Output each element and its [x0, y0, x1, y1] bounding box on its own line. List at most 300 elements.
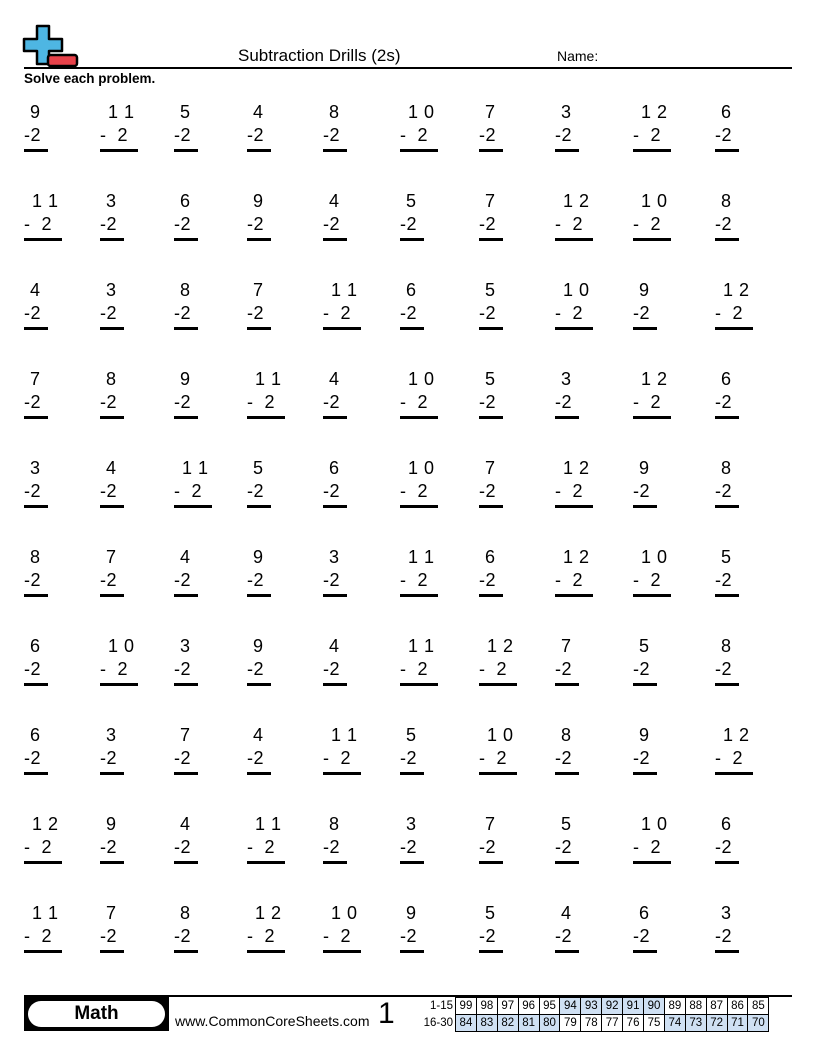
minuend: 3 — [106, 280, 117, 300]
subtrahend: -2 — [715, 481, 733, 501]
answer-line — [400, 594, 438, 597]
answer-line — [323, 416, 347, 419]
answer-line — [100, 149, 138, 152]
answer-line — [247, 505, 271, 508]
subtrahend: -2 — [323, 214, 341, 234]
answer-line — [323, 149, 347, 152]
answer-line — [100, 772, 124, 775]
minuend: 8 — [561, 725, 572, 745]
subtrahend: -2 — [100, 926, 118, 946]
minuend: 9 — [639, 725, 650, 745]
subtrahend: -2 — [100, 837, 118, 857]
answer-line — [100, 594, 124, 597]
answer-line — [174, 505, 212, 508]
answer-line — [247, 772, 271, 775]
score-cell: 79 — [560, 1015, 581, 1032]
minuend: 1 1 — [108, 102, 135, 122]
answer-line — [400, 505, 438, 508]
minuend: 1 1 — [32, 903, 59, 923]
score-cell: 95 — [539, 998, 560, 1015]
subtrahend: -2 — [247, 125, 265, 145]
subtrahend: -2 — [174, 748, 192, 768]
subtrahend: -2 — [715, 570, 733, 590]
subtrahend: -2 — [247, 303, 265, 323]
worksheet-title: Subtraction Drills (2s) — [238, 46, 401, 65]
score-cell: 88 — [685, 998, 706, 1015]
subtrahend: -2 — [24, 392, 42, 412]
minuend: 9 — [639, 458, 650, 478]
subtrahend: -2 — [400, 926, 418, 946]
minuend: 1 2 — [723, 725, 750, 745]
minuend: 4 — [253, 102, 264, 122]
minuend: 6 — [639, 903, 650, 923]
minuend: 3 — [561, 369, 572, 389]
subtrahend: -2 — [715, 125, 733, 145]
subtrahend: - 2 — [400, 481, 429, 501]
minuend: 3 — [406, 814, 417, 834]
answer-line — [100, 416, 124, 419]
answer-line — [24, 683, 48, 686]
score-row-label: 16-30 — [423, 1017, 453, 1029]
answer-line — [24, 238, 62, 241]
answer-line — [715, 861, 739, 864]
subtrahend: - 2 — [247, 392, 276, 412]
minuend: 1 1 — [331, 725, 358, 745]
name-label: Name: — [557, 48, 599, 64]
minuend: 1 0 — [408, 102, 435, 122]
subtrahend: -2 — [323, 659, 341, 679]
score-cell: 72 — [706, 1015, 727, 1032]
minuend: 3 — [721, 903, 732, 923]
answer-line — [555, 861, 579, 864]
subtrahend: - 2 — [323, 926, 352, 946]
score-cell: 76 — [623, 1015, 644, 1032]
minuend: 7 — [561, 636, 572, 656]
score-table — [416, 997, 769, 1032]
answer-line — [174, 861, 198, 864]
answer-line — [479, 950, 503, 953]
minuend: 5 — [485, 903, 496, 923]
minuend: 1 2 — [641, 102, 668, 122]
minuend: 4 — [561, 903, 572, 923]
score-cell: 98 — [476, 998, 497, 1015]
plus-minus-logo-icon — [22, 24, 80, 68]
answer-line — [323, 327, 361, 330]
subtrahend: -2 — [555, 125, 573, 145]
subtrahend: - 2 — [555, 303, 584, 323]
subtrahend: -2 — [247, 570, 265, 590]
answer-line — [715, 950, 739, 953]
answer-line — [479, 416, 503, 419]
subtrahend: - 2 — [633, 392, 662, 412]
minuend: 1 2 — [723, 280, 750, 300]
website-label: www.CommonCoreSheets.com — [175, 1013, 370, 1029]
minuend: 1 0 — [408, 458, 435, 478]
answer-line — [633, 327, 657, 330]
answer-line — [479, 149, 503, 152]
minuend: 5 — [639, 636, 650, 656]
minuend: 1 1 — [408, 636, 435, 656]
minuend: 1 2 — [487, 636, 514, 656]
subtrahend: -2 — [247, 481, 265, 501]
subtrahend: - 2 — [400, 659, 429, 679]
minuend: 1 2 — [32, 814, 59, 834]
score-cell: 74 — [664, 1015, 685, 1032]
score-cell: 89 — [664, 998, 685, 1015]
answer-line — [24, 505, 48, 508]
answer-line — [555, 416, 579, 419]
minuend: 7 — [485, 191, 496, 211]
subtrahend: -2 — [555, 659, 573, 679]
answer-line — [479, 327, 503, 330]
answer-line — [715, 327, 753, 330]
subtrahend: - 2 — [400, 570, 429, 590]
instructions: Solve each problem. — [24, 71, 156, 86]
answer-line — [100, 238, 124, 241]
subtrahend: -2 — [633, 303, 651, 323]
score-cell: 86 — [727, 998, 748, 1015]
score-cell: 87 — [706, 998, 727, 1015]
subtrahend: -2 — [555, 392, 573, 412]
subtrahend: -2 — [479, 481, 497, 501]
minuend: 4 — [30, 280, 41, 300]
minuend: 7 — [485, 458, 496, 478]
subtrahend: -2 — [174, 659, 192, 679]
answer-line — [174, 950, 198, 953]
answer-line — [174, 149, 198, 152]
minuend: 4 — [180, 547, 191, 567]
answer-line — [715, 683, 739, 686]
answer-line — [633, 950, 657, 953]
subtrahend: -2 — [24, 748, 42, 768]
answer-line — [479, 238, 503, 241]
score-cell: 77 — [602, 1015, 623, 1032]
subtrahend: -2 — [24, 570, 42, 590]
subtrahend: -2 — [715, 392, 733, 412]
answer-line — [323, 861, 347, 864]
minuend: 9 — [253, 547, 264, 567]
score-cell: 94 — [560, 998, 581, 1015]
answer-line — [400, 861, 424, 864]
minuend: 1 2 — [255, 903, 282, 923]
subject-label: Math — [28, 1001, 165, 1027]
answer-line — [479, 594, 503, 597]
subtrahend: -2 — [479, 837, 497, 857]
answer-line — [24, 950, 62, 953]
subtrahend: -2 — [24, 125, 42, 145]
subtrahend: - 2 — [715, 748, 744, 768]
minuend: 5 — [561, 814, 572, 834]
answer-line — [323, 950, 361, 953]
subtrahend: -2 — [715, 837, 733, 857]
subtrahend: -2 — [479, 303, 497, 323]
subtrahend: -2 — [633, 926, 651, 946]
minuend: 9 — [30, 102, 41, 122]
subtrahend: - 2 — [247, 926, 276, 946]
score-cell: 96 — [518, 998, 539, 1015]
answer-line — [24, 149, 48, 152]
score-row-label: 1-15 — [429, 1000, 453, 1012]
minuend: 8 — [721, 458, 732, 478]
minuend: 7 — [30, 369, 41, 389]
minuend: 7 — [180, 725, 191, 745]
minuend: 6 — [180, 191, 191, 211]
subtrahend: -2 — [174, 570, 192, 590]
subtrahend: -2 — [100, 748, 118, 768]
minuend: 6 — [30, 636, 41, 656]
answer-line — [100, 950, 124, 953]
subtrahend: - 2 — [323, 748, 352, 768]
minuend: 8 — [30, 547, 41, 567]
minuend: 8 — [721, 636, 732, 656]
subtrahend: -2 — [633, 481, 651, 501]
answer-line — [633, 149, 671, 152]
answer-line — [479, 505, 503, 508]
subtrahend: -2 — [715, 659, 733, 679]
minuend: 3 — [30, 458, 41, 478]
subtrahend: -2 — [633, 748, 651, 768]
subtrahend: -2 — [174, 837, 192, 857]
answer-line — [247, 594, 271, 597]
header-divider — [24, 67, 792, 69]
answer-line — [323, 505, 347, 508]
subtrahend: - 2 — [24, 214, 53, 234]
subtrahend: -2 — [24, 481, 42, 501]
minuend: 7 — [485, 102, 496, 122]
score-cell: 78 — [581, 1015, 602, 1032]
answer-line — [174, 594, 198, 597]
subtrahend: -2 — [400, 837, 418, 857]
minuend: 6 — [406, 280, 417, 300]
minuend: 1 1 — [182, 458, 209, 478]
minuend: 7 — [106, 903, 117, 923]
minuend: 3 — [180, 636, 191, 656]
answer-line — [633, 416, 671, 419]
score-cell: 73 — [685, 1015, 706, 1032]
minuend: 3 — [106, 191, 117, 211]
minuend: 5 — [406, 725, 417, 745]
answer-line — [555, 149, 579, 152]
minuend: 4 — [329, 191, 340, 211]
minuend: 6 — [721, 369, 732, 389]
answer-line — [174, 327, 198, 330]
minuend: 6 — [30, 725, 41, 745]
minuend: 1 1 — [408, 547, 435, 567]
score-cell: 91 — [623, 998, 644, 1015]
minuend: 5 — [406, 191, 417, 211]
subtrahend: -2 — [174, 125, 192, 145]
score-cell: 80 — [539, 1015, 560, 1032]
subtrahend: -2 — [633, 659, 651, 679]
minuend: 5 — [721, 547, 732, 567]
answer-line — [174, 238, 198, 241]
score-cell: 97 — [497, 998, 518, 1015]
subtrahend: -2 — [479, 125, 497, 145]
answer-line — [247, 950, 285, 953]
subtrahend: - 2 — [174, 481, 203, 501]
subtrahend: -2 — [174, 303, 192, 323]
subtrahend: - 2 — [247, 837, 276, 857]
minuend: 8 — [106, 369, 117, 389]
minuend: 9 — [106, 814, 117, 834]
subtrahend: -2 — [247, 659, 265, 679]
answer-line — [715, 594, 739, 597]
minuend: 1 0 — [408, 369, 435, 389]
subtrahend: -2 — [247, 748, 265, 768]
score-cell: 92 — [602, 998, 623, 1015]
subtrahend: - 2 — [400, 125, 429, 145]
minuend: 1 1 — [255, 369, 282, 389]
score-cell: 99 — [456, 998, 477, 1015]
answer-line — [323, 772, 361, 775]
minuend: 9 — [406, 903, 417, 923]
minuend: 1 1 — [331, 280, 358, 300]
subtrahend: - 2 — [100, 659, 129, 679]
minuend: 9 — [639, 280, 650, 300]
minuend: 4 — [329, 636, 340, 656]
score-cell: 84 — [456, 1015, 477, 1032]
subtrahend: -2 — [323, 481, 341, 501]
minuend: 8 — [329, 814, 340, 834]
subtrahend: - 2 — [24, 926, 53, 946]
minuend: 8 — [721, 191, 732, 211]
subtrahend: -2 — [479, 926, 497, 946]
answer-line — [247, 416, 285, 419]
answer-line — [555, 594, 593, 597]
subtrahend: -2 — [555, 837, 573, 857]
subtrahend: -2 — [100, 214, 118, 234]
answer-line — [247, 149, 271, 152]
answer-line — [24, 594, 48, 597]
answer-line — [323, 683, 347, 686]
subtrahend: - 2 — [633, 570, 662, 590]
subtrahend: -2 — [555, 926, 573, 946]
subtrahend: -2 — [400, 748, 418, 768]
answer-line — [479, 861, 503, 864]
minuend: 6 — [721, 814, 732, 834]
minuend: 1 2 — [563, 458, 590, 478]
score-cell: 70 — [748, 1015, 769, 1032]
score-cell: 90 — [644, 998, 665, 1015]
subtrahend: -2 — [174, 926, 192, 946]
minuend: 8 — [180, 903, 191, 923]
answer-line — [400, 950, 424, 953]
answer-line — [633, 594, 671, 597]
minuend: 6 — [329, 458, 340, 478]
minuend: 5 — [485, 280, 496, 300]
answer-line — [715, 149, 739, 152]
answer-line — [715, 416, 739, 419]
minuend: 1 2 — [563, 547, 590, 567]
subtrahend: -2 — [555, 748, 573, 768]
answer-line — [400, 238, 424, 241]
subtrahend: -2 — [323, 570, 341, 590]
answer-line — [633, 772, 657, 775]
answer-line — [100, 861, 124, 864]
minuend: 3 — [561, 102, 572, 122]
score-cell: 85 — [748, 998, 769, 1015]
subtrahend: -2 — [24, 303, 42, 323]
minuend: 7 — [106, 547, 117, 567]
answer-line — [400, 327, 424, 330]
subtrahend: -2 — [323, 125, 341, 145]
answer-line — [323, 238, 347, 241]
score-cell: 81 — [518, 1015, 539, 1032]
minuend: 9 — [253, 191, 264, 211]
subtrahend: - 2 — [555, 214, 584, 234]
subtrahend: -2 — [24, 659, 42, 679]
answer-line — [174, 683, 198, 686]
score-row — [416, 998, 769, 1015]
minuend: 5 — [253, 458, 264, 478]
answer-line — [555, 772, 579, 775]
answer-line — [400, 416, 438, 419]
subtrahend: - 2 — [479, 748, 508, 768]
subtrahend: -2 — [100, 481, 118, 501]
minuend: 5 — [485, 369, 496, 389]
subtrahend: -2 — [323, 837, 341, 857]
subtrahend: - 2 — [400, 392, 429, 412]
answer-line — [479, 772, 517, 775]
subtrahend: - 2 — [555, 570, 584, 590]
score-cell: 82 — [497, 1015, 518, 1032]
minuend: 3 — [329, 547, 340, 567]
minuend: 1 0 — [641, 191, 668, 211]
answer-line — [24, 327, 48, 330]
subtrahend: -2 — [715, 214, 733, 234]
minuend: 9 — [253, 636, 264, 656]
answer-line — [555, 505, 593, 508]
subtrahend: -2 — [479, 214, 497, 234]
minuend: 1 2 — [641, 369, 668, 389]
subject-badge — [24, 997, 169, 1031]
page-number: 1 — [378, 997, 395, 1030]
answer-line — [174, 416, 198, 419]
subtrahend: - 2 — [633, 214, 662, 234]
score-cell: 93 — [581, 998, 602, 1015]
minuend: 6 — [485, 547, 496, 567]
answer-line — [323, 594, 347, 597]
answer-line — [715, 772, 753, 775]
minuend: 4 — [180, 814, 191, 834]
answer-line — [100, 327, 124, 330]
subtrahend: -2 — [323, 392, 341, 412]
answer-line — [247, 327, 271, 330]
score-cell: 71 — [727, 1015, 748, 1032]
subtrahend: -2 — [100, 570, 118, 590]
subtrahend: -2 — [100, 303, 118, 323]
subtrahend: -2 — [400, 214, 418, 234]
minuend: 1 1 — [255, 814, 282, 834]
minuend: 4 — [329, 369, 340, 389]
subtrahend: -2 — [715, 926, 733, 946]
subtrahend: -2 — [479, 570, 497, 590]
score-cell: 75 — [644, 1015, 665, 1032]
answer-line — [555, 238, 593, 241]
subtrahend: - 2 — [633, 837, 662, 857]
minuend: 4 — [106, 458, 117, 478]
minuend: 4 — [253, 725, 264, 745]
answer-line — [555, 327, 593, 330]
answer-line — [400, 772, 424, 775]
answer-line — [24, 416, 48, 419]
minuend: 1 0 — [487, 725, 514, 745]
minuend: 1 0 — [641, 547, 668, 567]
answer-line — [247, 683, 271, 686]
answer-line — [400, 683, 438, 686]
answer-line — [715, 505, 739, 508]
answer-line — [715, 238, 739, 241]
